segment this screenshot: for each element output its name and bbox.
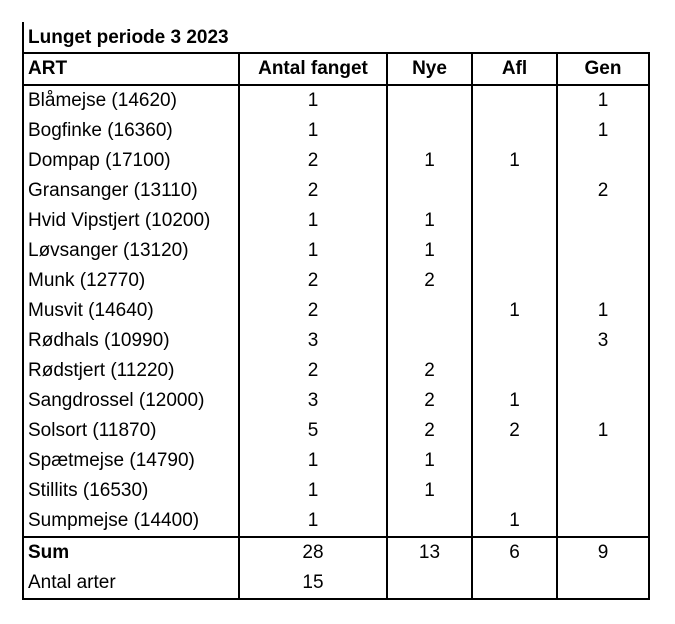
sum-nye: 13 (387, 537, 472, 568)
table-row (23, 206, 649, 236)
cell-antal-fanget: 1 (239, 206, 387, 236)
catch-table (22, 52, 650, 600)
cell-nye: 2 (387, 356, 472, 386)
sum-row (23, 537, 649, 568)
cell-art: Løvsanger (13120) (23, 236, 239, 266)
cell-afl: 1 (472, 506, 557, 537)
cell-afl (472, 116, 557, 146)
header-gen: Gen (557, 53, 649, 85)
cell-afl (472, 176, 557, 206)
cell-afl (472, 206, 557, 236)
cell-gen (557, 236, 649, 266)
cell-gen (557, 476, 649, 506)
species-count-row (23, 568, 649, 599)
cell-art: Rødstjert (11220) (23, 356, 239, 386)
cell-art: Dompap (17100) (23, 146, 239, 176)
cell-afl (472, 476, 557, 506)
cell-afl (472, 266, 557, 296)
cell-afl (472, 356, 557, 386)
cell-antal-fanget: 1 (239, 236, 387, 266)
title-row (22, 22, 648, 52)
cell-afl: 1 (472, 296, 557, 326)
cell-antal-fanget: 1 (239, 506, 387, 537)
empty-cell (472, 568, 557, 599)
cell-afl (472, 326, 557, 356)
table-row (23, 476, 649, 506)
cell-gen: 1 (557, 85, 649, 116)
cell-nye: 1 (387, 236, 472, 266)
cell-antal-fanget: 5 (239, 416, 387, 446)
table-row (23, 116, 649, 146)
cell-gen: 1 (557, 416, 649, 446)
cell-nye: 2 (387, 416, 472, 446)
table-row (23, 506, 649, 537)
cell-afl: 2 (472, 416, 557, 446)
cell-art: Blåmejse (14620) (23, 85, 239, 116)
empty-cell (557, 568, 649, 599)
table-row (23, 146, 649, 176)
table-row (23, 326, 649, 356)
table-body (23, 85, 649, 537)
spreadsheet (22, 22, 650, 600)
cell-afl: 1 (472, 386, 557, 416)
sum-antal: 28 (239, 537, 387, 568)
table-row (23, 296, 649, 326)
table-row (23, 386, 649, 416)
cell-gen (557, 266, 649, 296)
header-antal-fanget: Antal fanget (239, 53, 387, 85)
table-row (23, 236, 649, 266)
cell-antal-fanget: 2 (239, 176, 387, 206)
sum-afl: 6 (472, 537, 557, 568)
cell-gen (557, 446, 649, 476)
cell-antal-fanget: 3 (239, 386, 387, 416)
cell-art: Spætmejse (14790) (23, 446, 239, 476)
cell-afl (472, 85, 557, 116)
cell-nye (387, 176, 472, 206)
cell-antal-fanget: 1 (239, 476, 387, 506)
table-row (23, 85, 649, 116)
cell-art: Rødhals (10990) (23, 326, 239, 356)
cell-antal-fanget: 2 (239, 266, 387, 296)
cell-gen: 3 (557, 326, 649, 356)
cell-nye: 2 (387, 386, 472, 416)
cell-antal-fanget: 3 (239, 326, 387, 356)
cell-art: Sumpmejse (14400) (23, 506, 239, 537)
cell-gen (557, 206, 649, 236)
title-left-border (22, 22, 24, 52)
cell-nye (387, 296, 472, 326)
header-art: ART (23, 53, 239, 85)
cell-nye: 1 (387, 206, 472, 236)
cell-art: Stillits (16530) (23, 476, 239, 506)
cell-nye (387, 85, 472, 116)
cell-gen (557, 506, 649, 537)
cell-nye (387, 506, 472, 537)
cell-antal-fanget: 1 (239, 446, 387, 476)
cell-art: Solsort (11870) (23, 416, 239, 446)
table-row (23, 176, 649, 206)
cell-nye: 2 (387, 266, 472, 296)
cell-nye (387, 326, 472, 356)
header-nye: Nye (387, 53, 472, 85)
cell-afl: 1 (472, 146, 557, 176)
cell-art: Musvit (14640) (23, 296, 239, 326)
cell-gen: 1 (557, 296, 649, 326)
cell-gen: 1 (557, 116, 649, 146)
sheet-title: Lunget periode 3 2023 (28, 27, 229, 48)
cell-gen (557, 146, 649, 176)
species-count-value: 15 (239, 568, 387, 599)
cell-afl (472, 446, 557, 476)
cell-gen (557, 356, 649, 386)
cell-antal-fanget: 1 (239, 85, 387, 116)
cell-art: Gransanger (13110) (23, 176, 239, 206)
table-row (23, 266, 649, 296)
sum-gen: 9 (557, 537, 649, 568)
species-count-label: Antal arter (23, 568, 239, 599)
cell-nye (387, 116, 472, 146)
cell-art: Munk (12770) (23, 266, 239, 296)
header-afl: Afl (472, 53, 557, 85)
cell-antal-fanget: 2 (239, 356, 387, 386)
sum-label: Sum (23, 537, 239, 568)
cell-antal-fanget: 1 (239, 116, 387, 146)
cell-art: Hvid Vipstjert (10200) (23, 206, 239, 236)
empty-cell (387, 568, 472, 599)
cell-nye: 1 (387, 446, 472, 476)
cell-art: Sangdrossel (12000) (23, 386, 239, 416)
cell-gen: 2 (557, 176, 649, 206)
cell-gen (557, 386, 649, 416)
header-row (23, 53, 649, 85)
cell-art: Bogfinke (16360) (23, 116, 239, 146)
cell-nye: 1 (387, 476, 472, 506)
cell-antal-fanget: 2 (239, 146, 387, 176)
cell-nye: 1 (387, 146, 472, 176)
table-row (23, 416, 649, 446)
table-row (23, 356, 649, 386)
cell-afl (472, 236, 557, 266)
cell-antal-fanget: 2 (239, 296, 387, 326)
table-row (23, 446, 649, 476)
